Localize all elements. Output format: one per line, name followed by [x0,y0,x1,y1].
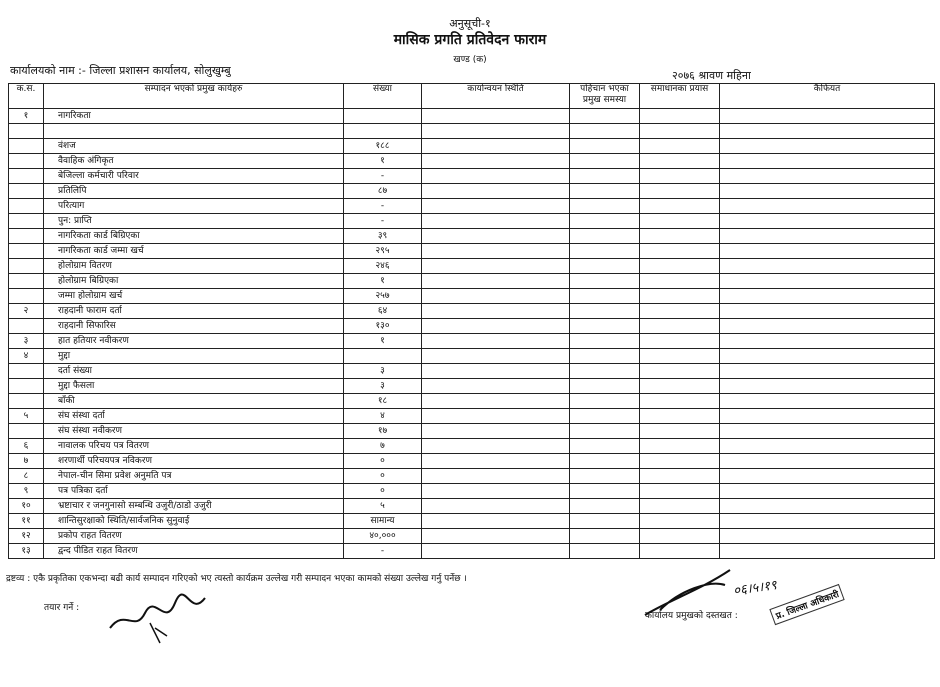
row-sn: ४ [9,349,44,364]
row-empty-cell [422,334,570,349]
row-empty-cell [640,289,720,304]
row-empty-cell [640,274,720,289]
table-row [9,334,935,349]
row-empty-cell [640,454,720,469]
annex-label: अनुसूची-१ [449,17,491,30]
row-empty-cell [570,484,640,499]
row-item: बाँकी [44,394,344,409]
report-period: २०७६ श्रावण महिना [672,69,751,82]
row-empty-cell [720,154,935,169]
table-row [9,304,935,319]
table-row [9,454,935,469]
signature-date: ०६।५।१९ [732,578,778,599]
section-label: खण्ड (क) [453,55,487,65]
row-item: जम्मा होलोग्राम खर्च [44,289,344,304]
row-count: ० [344,484,422,499]
row-empty-cell [640,304,720,319]
row-empty-cell [570,394,640,409]
row-empty-cell [640,544,720,559]
row-empty-cell [570,379,640,394]
row-sn: १२ [9,529,44,544]
row-item: प्रकोप राहत वितरण [44,529,344,544]
row-empty-cell [640,154,720,169]
row-count: १ [344,334,422,349]
row-sn [9,124,44,139]
row-empty-cell [720,439,935,454]
row-count: - [344,214,422,229]
row-empty-cell [720,244,935,259]
row-item: पुन: प्राप्ति [44,214,344,229]
row-empty-cell [640,424,720,439]
row-empty-cell [640,319,720,334]
row-sn [9,379,44,394]
row-empty-cell [422,544,570,559]
row-empty-cell [422,514,570,529]
table-row [9,124,935,139]
row-empty-cell [422,439,570,454]
col-header-efforts: समाधानका प्रयास [640,84,720,109]
row-empty-cell [720,319,935,334]
row-empty-cell [720,214,935,229]
row-empty-cell [422,259,570,274]
row-empty-cell [640,394,720,409]
row-item: मुद्दा [44,349,344,364]
row-item: द्वन्द पीडित राहत वितरण [44,544,344,559]
row-empty-cell [720,289,935,304]
row-count: ० [344,454,422,469]
row-sn [9,319,44,334]
row-sn [9,184,44,199]
row-empty-cell [422,379,570,394]
row-empty-cell [720,259,935,274]
row-item: नावालक परिचय पत्र वितरण [44,439,344,454]
row-empty-cell [640,139,720,154]
row-empty-cell [422,484,570,499]
row-empty-cell [640,214,720,229]
table-row [9,229,935,244]
row-empty-cell [422,244,570,259]
row-empty-cell [720,199,935,214]
row-count [344,109,422,124]
row-empty-cell [720,499,935,514]
row-sn: १० [9,499,44,514]
row-item: हात हतियार नवीकरण [44,334,344,349]
row-item: शरणार्थी परिचयपत्र नविकरण [44,454,344,469]
row-empty-cell [720,469,935,484]
table-row [9,379,935,394]
row-sn: १३ [9,544,44,559]
row-empty-cell [570,364,640,379]
row-item: मुद्दा फैसला [44,379,344,394]
row-empty-cell [570,199,640,214]
row-item: राहदानी सिफारिस [44,319,344,334]
row-empty-cell [422,154,570,169]
row-empty-cell [720,109,935,124]
row-empty-cell [570,469,640,484]
row-count: १७ [344,424,422,439]
row-empty-cell [720,274,935,289]
table-row [9,394,935,409]
row-empty-cell [720,124,935,139]
row-empty-cell [570,304,640,319]
table-row [9,484,935,499]
row-sn: ११ [9,514,44,529]
row-empty-cell [640,184,720,199]
row-count: २९५ [344,244,422,259]
preparer-signature [105,588,215,648]
row-sn [9,139,44,154]
table-row [9,154,935,169]
row-item: होलोग्राम बिग्रिएका [44,274,344,289]
row-count: - [344,199,422,214]
row-item: संघ संस्था दर्ता [44,409,344,424]
row-empty-cell [640,124,720,139]
row-empty-cell [720,454,935,469]
row-empty-cell [720,364,935,379]
row-empty-cell [570,424,640,439]
row-empty-cell [570,349,640,364]
row-count: - [344,544,422,559]
row-empty-cell [422,424,570,439]
row-sn [9,364,44,379]
table-row [9,349,935,364]
row-count: १३० [344,319,422,334]
row-empty-cell [422,394,570,409]
row-count [344,124,422,139]
row-empty-cell [570,169,640,184]
row-empty-cell [422,169,570,184]
table-row [9,184,935,199]
row-sn [9,289,44,304]
row-empty-cell [570,274,640,289]
row-empty-cell [640,349,720,364]
col-header-sn: क.स. [9,84,44,109]
row-item: वंशज [44,139,344,154]
row-count: १८८ [344,139,422,154]
row-empty-cell [422,139,570,154]
row-empty-cell [640,379,720,394]
row-count: ३ [344,364,422,379]
row-empty-cell [422,409,570,424]
row-sn [9,274,44,289]
row-empty-cell [570,499,640,514]
row-empty-cell [570,124,640,139]
row-empty-cell [720,349,935,364]
table-row [9,469,935,484]
row-count: २४६ [344,259,422,274]
col-header-problems: पहिचान भएका प्रमुख समस्या [570,84,640,109]
row-empty-cell [640,499,720,514]
row-item: बेजिल्ला कर्मचारी परिवार [44,169,344,184]
row-empty-cell [640,334,720,349]
prepared-by-label: तयार गर्ने : [44,603,80,613]
row-sn [9,229,44,244]
row-empty-cell [570,289,640,304]
table-row [9,139,935,154]
row-empty-cell [422,199,570,214]
table-row [9,544,935,559]
row-empty-cell [422,469,570,484]
row-empty-cell [640,529,720,544]
row-empty-cell [422,184,570,199]
progress-table [8,83,935,559]
row-empty-cell [570,259,640,274]
row-empty-cell [570,229,640,244]
row-empty-cell [570,544,640,559]
row-sn [9,154,44,169]
table-row [9,289,935,304]
row-item: भ्रष्टाचार र जनगुनासो सम्बन्धि उजुरी/ठाडो उजुरी [44,499,344,514]
table-row [9,214,935,229]
row-empty-cell [640,229,720,244]
row-empty-cell [570,184,640,199]
table-row [9,169,935,184]
row-item: पत्र पत्रिका दर्ता [44,484,344,499]
row-item: संघ संस्था नवीकरण [44,424,344,439]
row-sn: १ [9,109,44,124]
row-empty-cell [422,454,570,469]
row-item: राहदानी फाराम दर्ता [44,304,344,319]
row-empty-cell [640,364,720,379]
row-empty-cell [570,454,640,469]
table-row [9,514,935,529]
row-empty-cell [720,529,935,544]
row-sn: ५ [9,409,44,424]
row-empty-cell [720,139,935,154]
row-empty-cell [640,109,720,124]
row-empty-cell [422,124,570,139]
row-item: नेपाल-चीन सिमा प्रवेश अनुमति पत्र [44,469,344,484]
row-empty-cell [422,364,570,379]
row-empty-cell [422,109,570,124]
row-empty-cell [422,319,570,334]
table-row [9,409,935,424]
row-empty-cell [720,169,935,184]
row-empty-cell [720,544,935,559]
row-count: ४०,००० [344,529,422,544]
row-sn [9,259,44,274]
row-sn [9,244,44,259]
row-sn [9,394,44,409]
row-empty-cell [640,514,720,529]
row-empty-cell [570,319,640,334]
table-row [9,109,935,124]
footnote: द्रष्टव्य : एकै प्रकृतिका एकभन्दा बढी कार्य सम्पादन गरिएको भए त्यस्तो कार्यक्रम उल्लेख गरी सम्पादन भएका कामको संख्या उल्लेख गर्नु पर्नेछ । [6,574,467,584]
row-count: ७ [344,439,422,454]
row-empty-cell [720,484,935,499]
table-row [9,274,935,289]
chief-signature-label: कार्यालय प्रमुखको दस्तखत : [645,611,738,621]
row-empty-cell [570,529,640,544]
row-empty-cell [570,244,640,259]
row-item: नागरिकता कार्ड बिग्रिएका [44,229,344,244]
row-empty-cell [640,259,720,274]
row-empty-cell [422,289,570,304]
row-empty-cell [640,409,720,424]
row-count: ६४ [344,304,422,319]
row-count: ३९ [344,229,422,244]
row-empty-cell [720,409,935,424]
row-count: ५ [344,499,422,514]
row-item: परित्याग [44,199,344,214]
col-header-count: संख्या [344,84,422,109]
col-header-status: कार्यान्वयन स्थिति [422,84,570,109]
chief-signature [640,560,740,620]
row-empty-cell [570,214,640,229]
row-item: शान्तिसुरक्षाको स्थिति/सार्वजनिक सुनुवाई [44,514,344,529]
row-sn [9,214,44,229]
row-empty-cell [570,409,640,424]
col-header-work: सम्पादन भएको प्रमुख कार्यहरु [44,84,344,109]
row-sn: ८ [9,469,44,484]
row-empty-cell [640,469,720,484]
table-header-row [9,84,935,109]
table-row [9,199,935,214]
row-empty-cell [422,529,570,544]
row-count: ० [344,469,422,484]
row-empty-cell [720,424,935,439]
row-empty-cell [720,394,935,409]
col-header-remarks: कैफियत [720,84,935,109]
row-count: - [344,169,422,184]
row-item: नागरिकता [44,109,344,124]
row-empty-cell [720,514,935,529]
row-count: ३ [344,379,422,394]
row-empty-cell [570,154,640,169]
row-count [344,349,422,364]
row-sn [9,169,44,184]
table-row [9,424,935,439]
row-count: सामान्य [344,514,422,529]
row-count: ४ [344,409,422,424]
row-empty-cell [640,244,720,259]
row-empty-cell [570,514,640,529]
row-empty-cell [720,334,935,349]
row-sn [9,199,44,214]
row-empty-cell [570,139,640,154]
table-row [9,259,935,274]
row-empty-cell [640,169,720,184]
row-empty-cell [720,229,935,244]
table-row [9,364,935,379]
row-item [44,124,344,139]
row-empty-cell [422,274,570,289]
row-empty-cell [720,304,935,319]
form-title: मासिक प्रगति प्रतिवेदन फाराम [393,32,547,48]
row-sn: ७ [9,454,44,469]
official-stamp: प्र. जिल्ला अधिकारी [769,584,845,625]
row-empty-cell [422,229,570,244]
row-sn: २ [9,304,44,319]
row-count: ८७ [344,184,422,199]
row-empty-cell [422,304,570,319]
row-empty-cell [570,334,640,349]
table-row [9,439,935,454]
table-row [9,529,935,544]
row-item: दर्ता संख्या [44,364,344,379]
row-item: होलोग्राम वितरण [44,259,344,274]
table-row [9,319,935,334]
row-empty-cell [422,214,570,229]
row-empty-cell [422,349,570,364]
row-count: २५७ [344,289,422,304]
office-name: कार्यालयको नाम :- जिल्ला प्रशासन कार्यालय, सोलुखुम्बु [10,64,231,77]
row-empty-cell [640,484,720,499]
row-empty-cell [640,199,720,214]
row-count: १ [344,274,422,289]
row-sn [9,424,44,439]
row-item: वैवाहिक अंगिकृत [44,154,344,169]
table-row [9,499,935,514]
table-row [9,244,935,259]
row-item: प्रतिलिपि [44,184,344,199]
row-empty-cell [570,439,640,454]
row-empty-cell [640,439,720,454]
row-sn: ६ [9,439,44,454]
row-sn: ९ [9,484,44,499]
row-empty-cell [422,499,570,514]
row-count: १ [344,154,422,169]
row-empty-cell [570,109,640,124]
row-empty-cell [720,379,935,394]
row-empty-cell [720,184,935,199]
row-item: नागरिकता कार्ड जम्मा खर्च [44,244,344,259]
row-sn: ३ [9,334,44,349]
row-count: १८ [344,394,422,409]
